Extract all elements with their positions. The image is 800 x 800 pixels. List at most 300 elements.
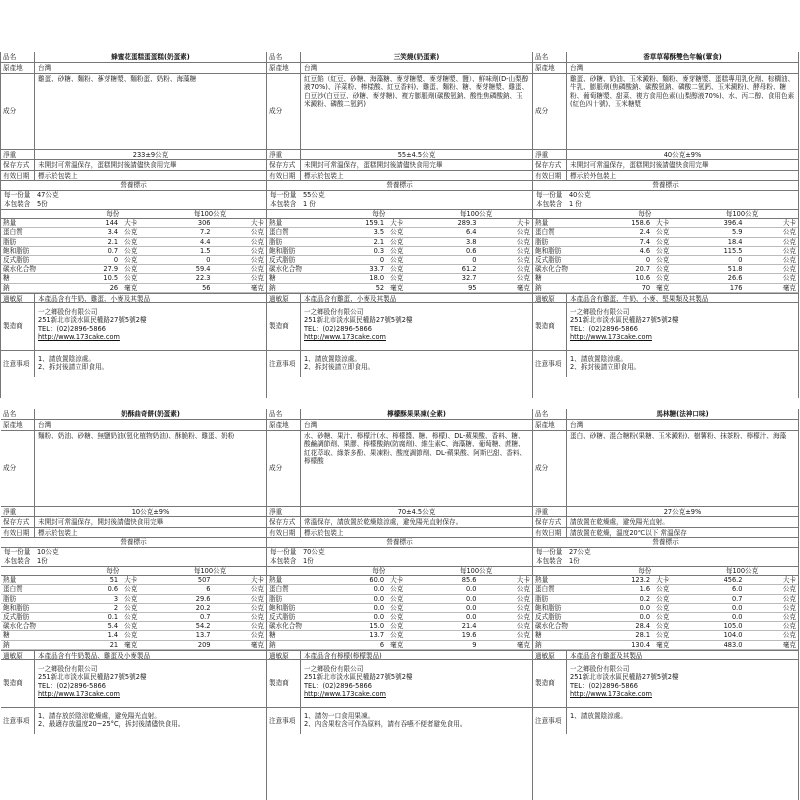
storage-row [533, 517, 798, 528]
nutrient-name: 蛋白質 [533, 228, 604, 237]
expiry-row [533, 171, 798, 181]
per-serving-value: 2.1 [338, 237, 387, 246]
allergen-row [533, 293, 798, 303]
manufacturer-url-link[interactable]: http://www.173cake.com [570, 690, 652, 699]
nutrition-row [533, 283, 798, 292]
per-100g-value: 289.3 [420, 219, 478, 228]
note-line: 2、拆封後請立即食用。 [304, 363, 375, 372]
per-100g-value: 5.9 [686, 228, 744, 237]
storage-label: 保存方式 [1, 160, 35, 170]
per-100g-unit: 公克 [744, 246, 798, 255]
nutrition-row [1, 274, 266, 283]
nutrition-title: 營養標示 [267, 181, 532, 191]
product-name: 奶酥曲奇餅(奶蛋素) [121, 410, 180, 418]
per-100g-value: 0.7 [154, 613, 212, 622]
per-serving-unit: 公克 [386, 631, 420, 640]
nutrition-row [267, 219, 532, 228]
name-row [1, 52, 266, 63]
per-serving-unit: 毫克 [652, 640, 686, 649]
expiry-label: 有效日期 [1, 528, 35, 537]
manufacturer-row [267, 660, 532, 708]
per-serving-unit: 公克 [120, 622, 154, 631]
per-100g-value: 3.8 [420, 237, 478, 246]
per-serving-unit: 公克 [386, 256, 420, 265]
name-row [267, 409, 532, 420]
net-value: 233±9公克 [132, 151, 169, 159]
per-serving-value: 2 [72, 603, 121, 612]
nutrient-name: 反式脂肪 [1, 256, 72, 265]
per-100g-value: 0.6 [420, 246, 478, 255]
per-serving-value: 0.0 [338, 585, 387, 594]
per-100g-value: 85.6 [420, 576, 478, 585]
per-100g-value: 0 [420, 256, 478, 265]
per-100g-unit: 公克 [744, 265, 798, 274]
per-100g-unit: 公克 [744, 622, 798, 631]
servings-per-pack: 本包裝含 1 份 [267, 200, 532, 210]
nutrient-name: 糖 [533, 631, 604, 640]
nutrient-name: 糖 [267, 631, 338, 640]
per-100g-unit: 公克 [212, 274, 266, 283]
per-100g-unit: 公克 [478, 256, 532, 265]
notes-value [567, 351, 798, 377]
per-serving-value: 7.4 [604, 237, 653, 246]
per-100g-value: 4.4 [154, 237, 212, 246]
per-100g-value: 6.4 [420, 228, 478, 237]
name-row [1, 409, 266, 420]
product-panel [266, 409, 533, 800]
per-serving-unit: 公克 [652, 265, 686, 274]
ingredients-value: 紅豆餡（紅豆、砂糖、海藻糖、麥芽糖漿、麥芽糖漿、鹽）、鮮味劑(D-山梨醇液70%)、洋菜粉、棒樣酸、紅豆香料)、雞蛋、麵粉、糖、麥芽糖漿、雞蛋、白豆沙(白豆豆、砂糖、麥芽糖)、複方膨脹劑(碳酸氫鈉、酸性焦磷酸鈉、玉米澱粉、磷酸二氫鈣) [304, 75, 529, 109]
per-serving-unit: 公克 [386, 622, 420, 631]
manufacturer-value [567, 660, 798, 707]
net-row [1, 150, 266, 160]
per-100g-unit: 公克 [478, 265, 532, 274]
per-serving-value: 20.7 [604, 265, 653, 274]
per-100g-unit: 公克 [212, 228, 266, 237]
name-label: 品名 [1, 52, 35, 62]
ingredients-value: 水、砂糖、果汁、檸檬汁(水、檸檬醬、糖、檸檬)、DL-蘋果酸、香料、糖、酸鹼調節劑、果膠、檸檬酸鈉(防腐劑)、維生素C、海藻糖、葡萄糖、蔗糖、紅花萃取、綠茶多酚、果凍粉、酸度調節劑、DL-蘋果酸、阿斯巴甜、香料、檸檬酸 [304, 432, 527, 466]
nutrition-row [267, 274, 532, 283]
expiry-value: 標示於包裝上 [304, 172, 344, 180]
name-label: 品名 [267, 52, 301, 62]
per-serving-value: 27.9 [72, 265, 121, 274]
net-value: 10公克±9% [131, 508, 170, 516]
per-100g-unit: 公克 [478, 603, 532, 612]
net-label: 淨重 [267, 507, 301, 516]
nutrition-row [267, 265, 532, 274]
ingredients-row [1, 431, 266, 507]
per-serving-value: 0.2 [604, 594, 653, 603]
expiry-label: 有效日期 [1, 171, 35, 180]
manufacturer-url-link[interactable]: http://www.173cake.com [38, 690, 120, 699]
per-serving-value: 144 [72, 219, 121, 228]
per-100g-value: 95 [420, 283, 478, 292]
nutrient-name: 鈉 [533, 640, 604, 649]
origin-value: 台灣 [304, 421, 318, 429]
nutrition-row [267, 640, 532, 649]
nutrition-header [267, 567, 532, 576]
nutrient-name: 鈉 [1, 640, 72, 649]
notes-value [35, 351, 266, 377]
col-per-serving: 每份 [604, 567, 687, 576]
per-100g-unit: 毫克 [478, 640, 532, 649]
per-100g-unit: 公克 [478, 237, 532, 246]
ingredients-label: 成分 [1, 431, 35, 506]
storage-value: 未開封可常溫保存，蛋糕開封後請儘快食用完畢 [304, 161, 443, 169]
manufacturer-address: 251新北市淡水區民權路27號5號2樓 [38, 316, 147, 325]
per-serving-value: 3 [72, 594, 121, 603]
ingredients-label: 成分 [533, 74, 567, 149]
product-panel [532, 409, 799, 800]
notes-label: 注意事項 [1, 351, 35, 377]
per-serving-unit: 公克 [120, 228, 154, 237]
manufacturer-address: 251新北市淡水區民權路27號5號2樓 [304, 316, 413, 325]
allergen-row [533, 650, 798, 660]
net-value: 55±4.5公克 [397, 151, 436, 159]
notes-value [35, 708, 266, 734]
note-line: 1、請放置陰涼處。 [38, 354, 95, 363]
nutrition-row [533, 237, 798, 246]
manufacturer-company: 一之鄉股份有限公司 [304, 307, 364, 316]
nutrient-name: 飽和脂肪 [1, 603, 72, 612]
nutrition-row [267, 576, 532, 585]
nutrition-header [1, 210, 266, 219]
notes-value [301, 708, 532, 734]
per-serving-unit: 公克 [386, 274, 420, 283]
per-100g-value: 20.2 [154, 603, 212, 612]
col-per-serving: 每份 [72, 567, 155, 576]
nutrient-name: 碳水化合物 [1, 265, 72, 274]
per-serving-unit: 公克 [652, 594, 686, 603]
expiry-label: 有效日期 [267, 528, 301, 537]
per-100g-value: 0.0 [420, 603, 478, 612]
nutrition-row [533, 274, 798, 283]
origin-value: 台灣 [38, 64, 52, 72]
per-100g-unit: 公克 [744, 603, 798, 612]
servings-per-pack: 本包裝含 1份 [533, 557, 798, 567]
ingredients-label: 成分 [267, 74, 301, 149]
product-name: 蜂蜜花蛋糕蛋蛋糕(奶蛋素) [111, 53, 190, 61]
per-serving-unit: 毫克 [386, 640, 420, 649]
per-serving-value: 18.0 [338, 274, 387, 283]
net-row [533, 507, 798, 517]
per-serving-unit: 公克 [386, 246, 420, 255]
manufacturer-company: 一之鄉股份有限公司 [570, 664, 630, 673]
per-serving-value: 51 [72, 576, 121, 585]
manufacturer-value [567, 303, 798, 350]
nutrient-name: 糖 [1, 274, 72, 283]
storage-value: 未開封可常溫保存，蛋糕開封後請儘快食用完畢 [38, 161, 177, 169]
per-100g-value: 59.4 [154, 265, 212, 274]
product-panel [266, 52, 533, 398]
col-per-serving: 每份 [72, 210, 155, 219]
nutrition-row [1, 256, 266, 265]
nutrient-name: 鈉 [267, 283, 338, 292]
manufacturer-url-link[interactable]: http://www.173cake.com [38, 333, 120, 342]
origin-value: 台灣 [570, 64, 584, 72]
per-100g-unit: 大卡 [478, 219, 532, 228]
per-serving-value: 0.6 [72, 585, 121, 594]
per-100g-value: 1.5 [154, 246, 212, 255]
per-100g-value: 483.0 [686, 640, 744, 649]
allergen-label: 過敏原 [533, 294, 567, 302]
nutrition-title: 營養標示 [1, 181, 266, 191]
nutrition-header [533, 567, 798, 576]
per-100g-value: 104.0 [686, 631, 744, 640]
notes-value [301, 351, 532, 377]
notes-row [267, 708, 532, 734]
per-100g-value: 22.3 [154, 274, 212, 283]
per-100g-value: 6 [154, 585, 212, 594]
nutrient-name: 熱量 [533, 219, 604, 228]
manufacturer-company: 一之鄉股份有限公司 [38, 307, 98, 316]
notes-label: 注意事項 [533, 351, 567, 377]
manufacturer-tel: TEL：(02)2896-5866 [304, 681, 372, 690]
notes-row [533, 708, 798, 734]
nutrition-row [267, 631, 532, 640]
expiry-label: 有效日期 [533, 528, 567, 537]
origin-value: 台灣 [38, 421, 52, 429]
nutrient-name: 蛋白質 [533, 585, 604, 594]
per-serving-unit: 公克 [120, 246, 154, 255]
product-name: 馬林糖(法神口味) [656, 410, 709, 418]
ingredients-row [533, 431, 798, 507]
per-serving-value: 3.5 [338, 228, 387, 237]
origin-label: 原產地 [267, 63, 301, 73]
per-serving-value: 0 [72, 256, 121, 265]
nutrient-name: 飽和脂肪 [533, 603, 604, 612]
per-serving-value: 159.1 [338, 219, 387, 228]
manufacturer-address: 251新北市淡水區民權路27號5號2樓 [570, 673, 679, 682]
manufacturer-tel: TEL：(02)2896-5866 [570, 681, 638, 690]
nutrition-header [533, 210, 798, 219]
per-serving-unit: 大卡 [120, 219, 154, 228]
nutrition-row [1, 603, 266, 612]
nutrition-row [267, 594, 532, 603]
product-name: 三笑燒(奶蛋素) [393, 53, 440, 61]
ingredients-value: 雞蛋、砂糖、奶油、玉米澱粉、麵粉、麥芽糖漿、蛋糕專用乳化劑、棕櫚油、牛乳、膨脹劑(焦磷酸鈉、碳酸氫鈉、磷酸二氫鈣、玉米澱粉)、酵母粉、糖粉、葡萄糖漿、甜菜、複方食用色素(山梨醇液70%)、水、丙二醇、食用色素(紅色四十號)、玉米糖漿 [570, 75, 795, 109]
per-serving-value: 33.7 [338, 265, 387, 274]
per-100g-value: 6.0 [686, 585, 744, 594]
storage-row [267, 517, 532, 528]
per-100g-value: 0.7 [686, 594, 744, 603]
per-serving-value: 2.4 [604, 228, 653, 237]
origin-value: 台灣 [570, 421, 584, 429]
nutrition-row [1, 265, 266, 274]
per-100g-value: 306 [154, 219, 212, 228]
nutrition-row [267, 237, 532, 246]
per-100g-unit: 公克 [212, 603, 266, 612]
per-100g-unit: 公克 [744, 237, 798, 246]
manufacturer-row [1, 660, 266, 708]
per-100g-unit: 公克 [212, 256, 266, 265]
nutrition-row [533, 622, 798, 631]
notes-value [567, 708, 798, 734]
manufacturer-url-link[interactable]: http://www.173cake.com [304, 690, 386, 699]
net-label: 淨重 [267, 150, 301, 159]
per-100g-unit: 公克 [478, 246, 532, 255]
nutrient-name: 熱量 [1, 576, 72, 585]
notes-label: 注意事項 [267, 351, 301, 377]
nutrition-row [1, 576, 266, 585]
notes-label: 注意事項 [533, 708, 567, 734]
nutrient-name: 糖 [1, 631, 72, 640]
allergen-row [1, 293, 266, 303]
nutrient-name: 碳水化合物 [267, 622, 338, 631]
nutrient-name: 飽和脂肪 [533, 246, 604, 255]
manufacturer-label: 製造商 [267, 303, 301, 350]
per-100g-unit: 公克 [212, 237, 266, 246]
nutrition-row [533, 594, 798, 603]
expiry-value: 標示於包裝上 [38, 529, 78, 537]
per-serving-value: 1.6 [604, 585, 653, 594]
nutrition-row [267, 246, 532, 255]
per-100g-value: 18.4 [686, 237, 744, 246]
per-serving-unit: 公克 [386, 237, 420, 246]
nutrient-name: 脂肪 [1, 594, 72, 603]
manufacturer-url-link[interactable]: http://www.173cake.com [304, 333, 386, 342]
per-serving-unit: 公克 [652, 274, 686, 283]
name-row [533, 409, 798, 420]
ingredients-label: 成分 [1, 74, 35, 149]
expiry-value: 請放置在乾燥，溫度20℃以下 常溫保存 [570, 529, 687, 537]
per-100g-value: 0.0 [686, 603, 744, 612]
nutrition-row [533, 640, 798, 649]
nutrient-name: 鈉 [533, 283, 604, 292]
per-serving-unit: 公克 [386, 228, 420, 237]
expiry-row [1, 171, 266, 181]
allergen-value: 本產品含有雞蛋、牛奶、小麥、堅果類及其製品 [570, 294, 709, 302]
per-serving: 每一份量 27公克 [536, 548, 591, 556]
allergen-label: 過敏原 [267, 651, 301, 659]
per-serving-unit: 公克 [386, 594, 420, 603]
manufacturer-label: 製造商 [267, 660, 301, 707]
nutrient-name: 糖 [267, 274, 338, 283]
nutrition-title: 營養標示 [1, 538, 266, 548]
name-label: 品名 [1, 409, 35, 419]
col-per-100g: 每100公克 [420, 567, 532, 576]
name-label: 品名 [533, 52, 567, 62]
nutrition-row [533, 631, 798, 640]
per-100g-unit: 公克 [744, 228, 798, 237]
per-100g-unit: 公克 [744, 585, 798, 594]
nutrient-name: 鈉 [1, 283, 72, 292]
nutrient-name: 反式脂肪 [533, 613, 604, 622]
per-serving-unit: 大卡 [652, 219, 686, 228]
origin-row [533, 420, 798, 431]
origin-value: 台灣 [304, 64, 318, 72]
per-serving-unit: 公克 [652, 631, 686, 640]
nutrient-name: 飽和脂肪 [267, 246, 338, 255]
origin-row [267, 63, 532, 74]
col-per-100g: 每100公克 [154, 210, 266, 219]
allergen-value: 本產品含有牛奶、雞蛋、小麥及其製品 [38, 294, 151, 302]
origin-label: 原產地 [533, 63, 567, 73]
notes-label: 注意事項 [267, 708, 301, 734]
per-serving-value: 0.3 [338, 246, 387, 255]
notes-row [1, 708, 266, 734]
col-per-serving: 每份 [604, 210, 687, 219]
product-panel [0, 52, 267, 398]
nutrition-row [1, 237, 266, 246]
storage-label: 保存方式 [1, 517, 35, 527]
storage-row [1, 517, 266, 528]
per-100g-unit: 毫克 [212, 640, 266, 649]
per-serving-value: 158.6 [604, 219, 653, 228]
nutrition-row [1, 283, 266, 292]
per-serving-unit: 公克 [652, 585, 686, 594]
per-serving-value: 1.4 [72, 631, 121, 640]
allergen-row [1, 650, 266, 660]
per-100g-value: 115.5 [686, 246, 744, 255]
storage-label: 保存方式 [267, 160, 301, 170]
name-label: 品名 [533, 409, 567, 419]
per-100g-value: 105.0 [686, 622, 744, 631]
per-serving-unit: 毫克 [120, 640, 154, 649]
ingredients-label: 成分 [267, 431, 301, 506]
per-serving-unit: 公克 [386, 265, 420, 274]
nutrient-name: 碳水化合物 [533, 265, 604, 274]
per-100g-value: 507 [154, 576, 212, 585]
label-row-1 [1, 52, 799, 398]
per-serving-value: 60.0 [338, 576, 387, 585]
net-value: 40公克±9% [663, 151, 702, 159]
label-row-2 [1, 409, 799, 800]
note-line: 1、請放置陰涼處。 [570, 711, 627, 720]
manufacturer-label: 製造商 [533, 303, 567, 350]
per-100g-unit: 公克 [478, 594, 532, 603]
per-serving-value: 0.0 [604, 613, 653, 622]
per-100g-unit: 公克 [212, 246, 266, 255]
ingredients-label: 成分 [533, 431, 567, 506]
allergen-value: 本產品含有雞蛋及其製品 [570, 651, 643, 659]
net-row [267, 150, 532, 160]
nutrition-table [1, 567, 266, 650]
expiry-label: 有效日期 [267, 171, 301, 180]
per-serving: 每一份量 40公克 [536, 191, 591, 199]
per-100g-value: 0 [154, 256, 212, 265]
nutrition-row [1, 585, 266, 594]
manufacturer-url-link[interactable]: http://www.173cake.com [570, 333, 652, 342]
origin-row [267, 420, 532, 431]
expiry-row [267, 528, 532, 538]
manufacturer-row [267, 303, 532, 351]
col-per-100g: 每100公克 [420, 210, 532, 219]
manufacturer-tel: TEL：(02)2896-5866 [38, 324, 106, 333]
per-100g-unit: 公克 [212, 594, 266, 603]
per-serving-value: 0.0 [604, 603, 653, 612]
ingredients-value: 蛋白、砂糖、混合糖粉(果糖、玉米澱粉)、樹薯粉、抹茶粉、檸檬汁、海藻 [570, 432, 787, 440]
notes-label: 注意事項 [1, 708, 35, 734]
nutrition-table [1, 210, 266, 293]
per-100g-value: 21.4 [420, 622, 478, 631]
per-100g-unit: 公克 [212, 613, 266, 622]
allergen-label: 過敏原 [1, 294, 35, 302]
nutrition-row [1, 622, 266, 631]
per-serving: 每一份量 70公克 [270, 548, 325, 556]
manufacturer-value [35, 303, 266, 350]
per-serving-unit: 大卡 [386, 576, 420, 585]
manufacturer-row [1, 303, 266, 351]
nutrition-row [267, 283, 532, 292]
per-100g-unit: 公克 [478, 631, 532, 640]
per-100g-unit: 毫克 [212, 283, 266, 292]
expiry-label: 有效日期 [533, 171, 567, 180]
nutrition-row [533, 585, 798, 594]
nutrition-row [267, 228, 532, 237]
nutrient-name: 蛋白質 [267, 585, 338, 594]
per-serving-unit: 公克 [120, 603, 154, 612]
